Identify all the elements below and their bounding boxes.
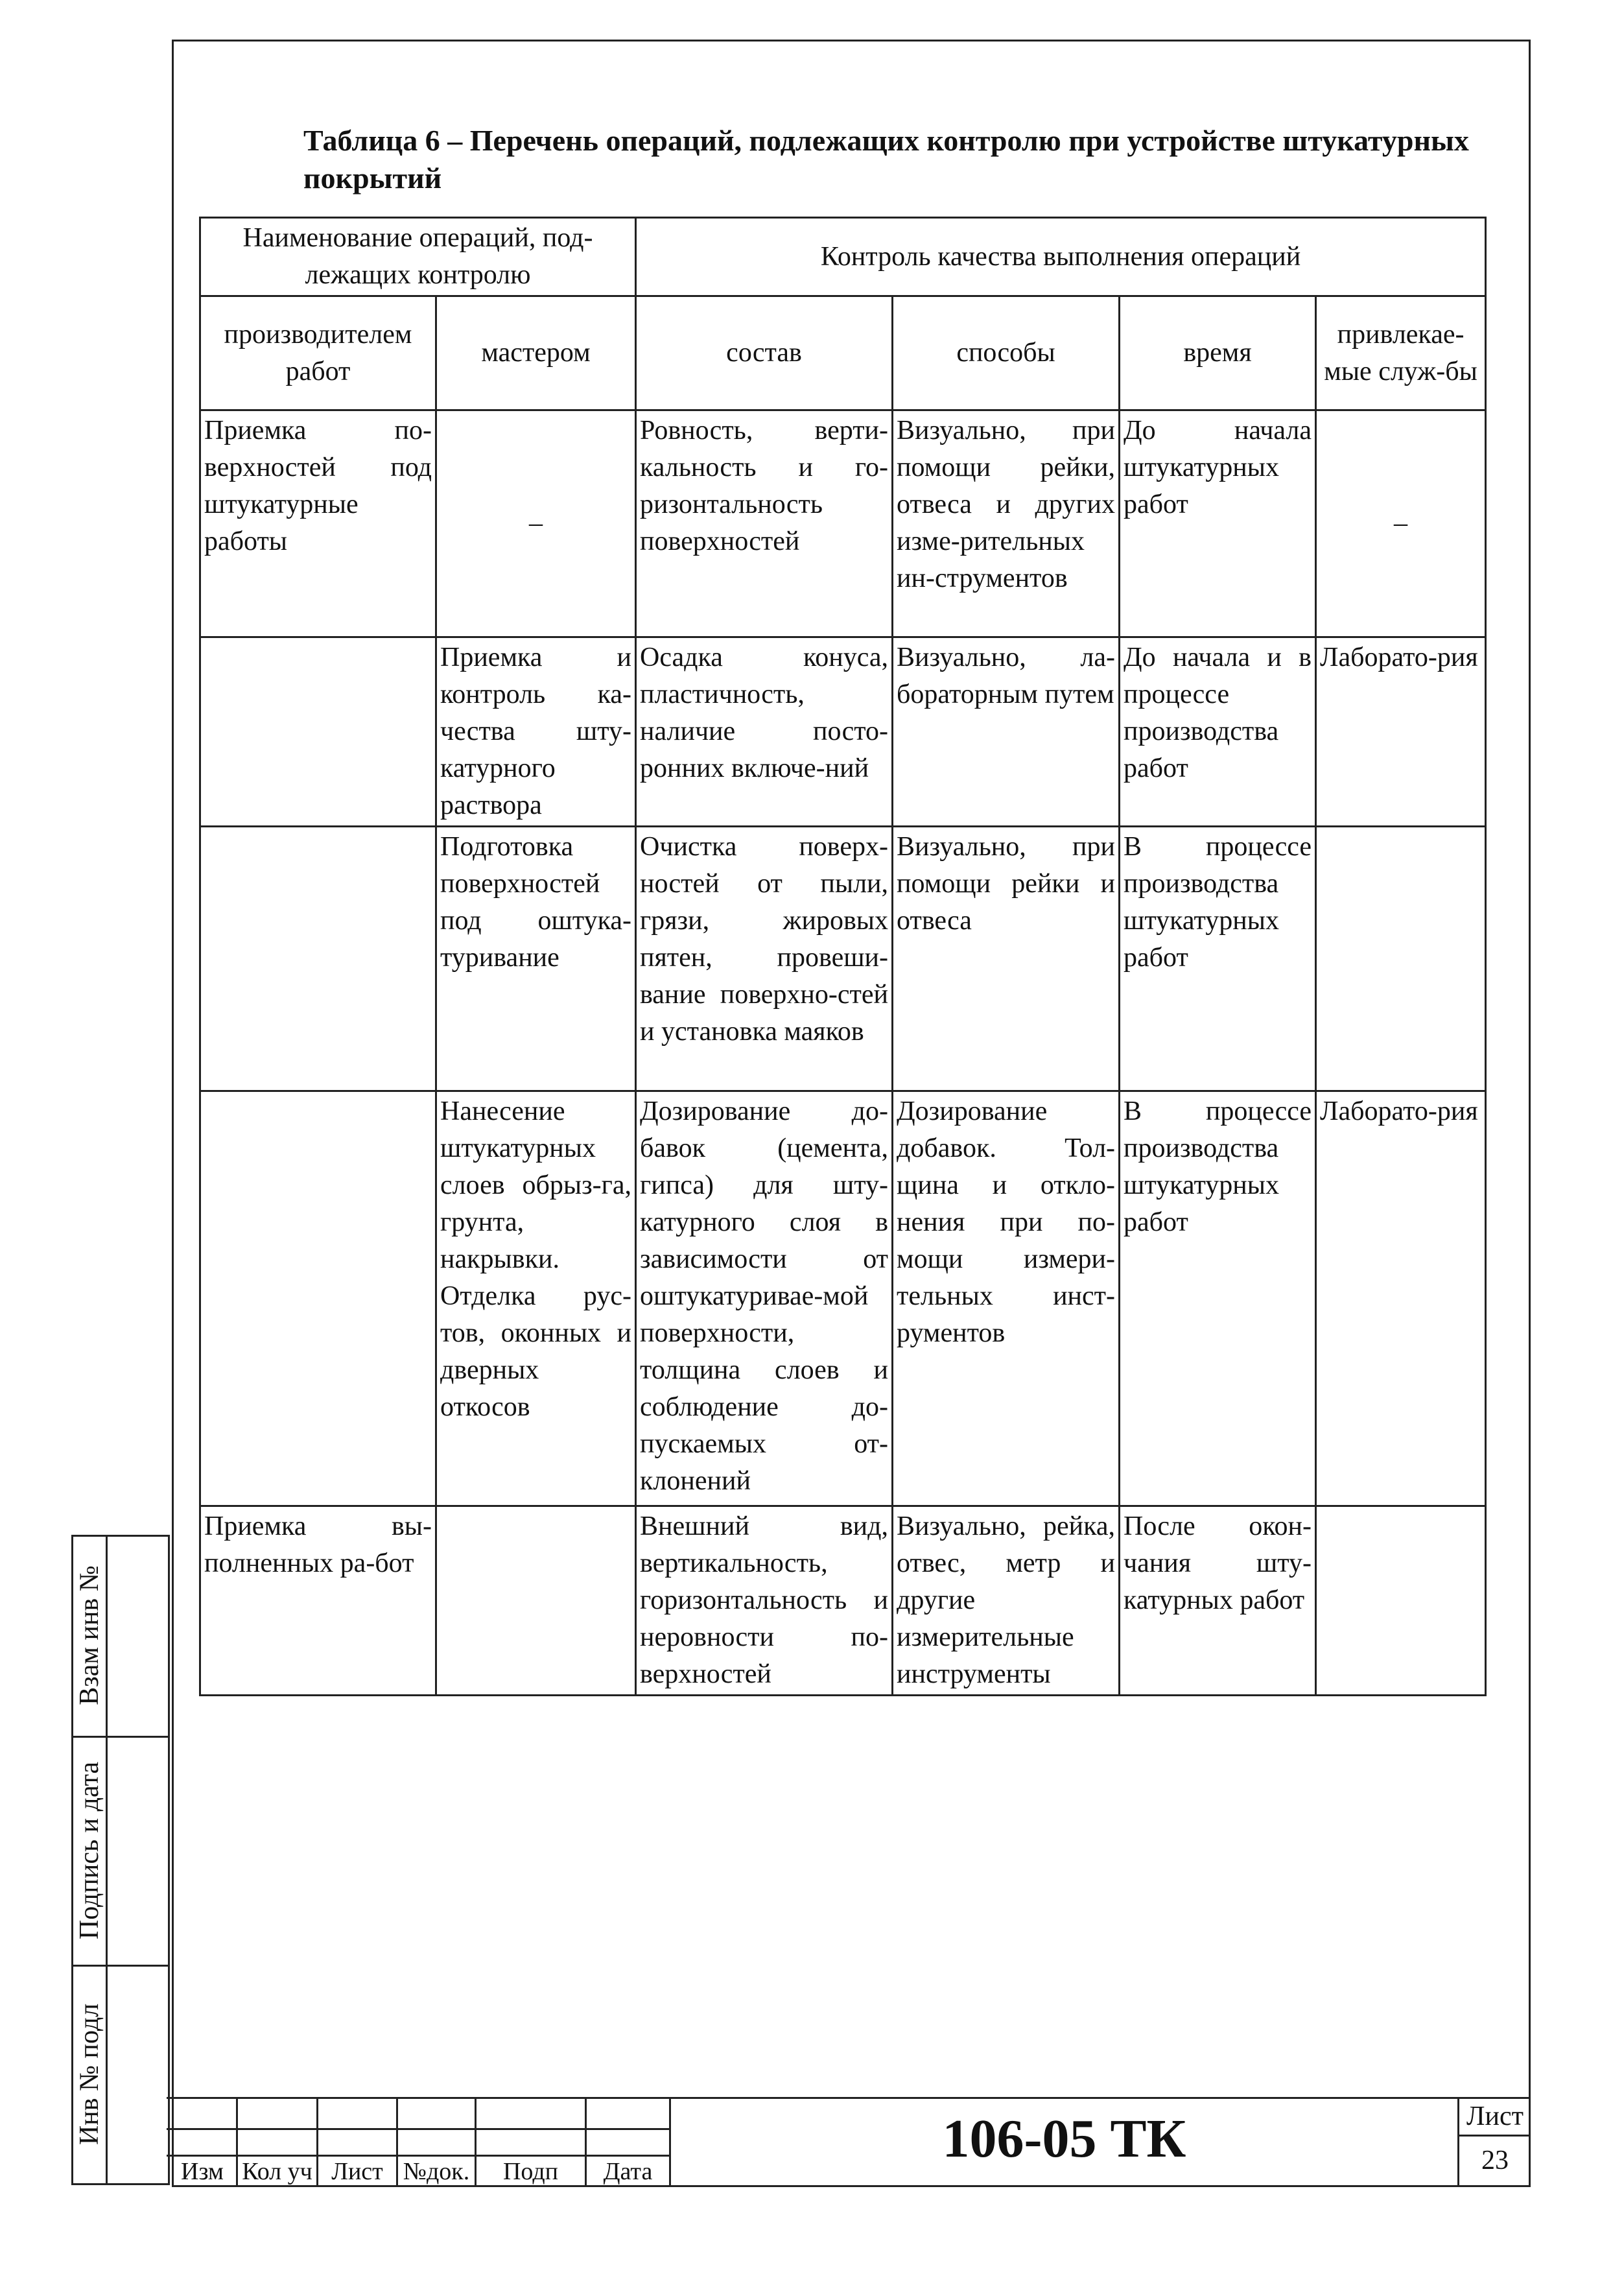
table-cell: Дозирование добавок. Тол-щина и откло-нения при по-мощи измери-тельных инст-рументов [893,1091,1120,1506]
table-cell [1316,827,1486,1091]
stamp-col-kol: Кол уч [242,2158,312,2185]
table-cell: Лаборато-рия [1316,637,1486,827]
table-title: Таблица 6 – Перечень операций, подлежащих контролю при устройстве штукатурных покрытий [303,124,1469,195]
col-header: способы [893,296,1120,410]
table-cell: Визуально, рейка, отвес, метр и другие измерительные инструменты [893,1506,1120,1696]
table-row [200,827,1486,1091]
header-operations: Наименование операций, под-лежащих контролю [200,218,636,296]
table-cell: Визуально, при помощи рейки, отвеса и других изме-рительных ин-струментов [893,410,1120,637]
table-cell [1316,1506,1486,1696]
sheet-number: 23 [1481,2146,1509,2175]
table-cell [200,827,436,1091]
col-header: производителем работ [200,296,436,410]
table-row [200,637,1486,827]
table-cell: После окон-чания шту-катурных работ [1120,1506,1316,1696]
table-cell: Внешний вид, вертикальность, горизонтальность и неровности по-верхностей [636,1506,893,1696]
table-cell: В процессе производства штукатурных работ [1120,1091,1316,1506]
header-quality-control: Контроль качества выполнения операций [636,218,1486,296]
operations-table [199,217,1487,1696]
table-cell [200,1091,436,1506]
table-cell: Очистка поверх-ностей от пыли, грязи, жировых пятен, провеши-вание поверхно-стей и установка маяков [636,827,893,1091]
col-header: мастером [436,296,636,410]
stamp-col-list: Лист [331,2158,383,2185]
table-cell: Визуально, при помощи рейки и отвеса [893,827,1120,1091]
side-label-podpis: Подпись и дата [75,1761,104,1940]
col-header: состав [636,296,893,410]
table-cell: Приемка по-верхностей под штукатурные работы [200,410,436,637]
stamp-col-izm: Изм [181,2158,224,2185]
table-row [200,1091,1486,1506]
document-code: 106-05 ТК [942,2109,1186,2169]
table-cell: Приемка и контроль ка-чества шту-катурного раствора [436,637,636,827]
table-row [200,1506,1486,1696]
table-cell: – [1316,410,1486,637]
table-cell: Нанесение штукатурных слоев обрыз-га, грунта, накрывки. Отделка рус-тов, оконных и дверных откосов [436,1091,636,1506]
col-header: привлекае-мые служ-бы [1316,296,1486,410]
table-cell: Приемка вы-полненных ра-бот [200,1506,436,1696]
title-block [167,2097,1531,2187]
table-cell: До начала штукатурных работ [1120,410,1316,637]
table-cell: Подготовка поверхностей под оштука-туривание [436,827,636,1091]
stamp-col-data: Дата [603,2158,653,2185]
table-cell [436,1506,636,1696]
table-cell: Лаборато-рия [1316,1091,1486,1506]
stamp-col-podp: Подп [502,2158,559,2185]
table-cell: Осадка конуса, пластичность, наличие посто-ронних включе-ний [636,637,893,827]
col-header: время [1120,296,1316,410]
stamp-col-ndok: №док. [403,2158,470,2185]
sheet-label: Лист [1466,2101,1524,2131]
table-cell: Визуально, ла-бораторным путем [893,637,1120,827]
side-stamp [71,1535,170,2185]
table-cell: Ровность, верти-кальность и го-ризонтальность поверхностей [636,410,893,637]
side-label-zam: Взам инв № [75,1565,104,1705]
table-cell [200,637,436,827]
table-cell: – [436,410,636,637]
side-label-inv: Инв № подл [75,2003,104,2146]
table-row [200,410,1486,637]
table-cell: До начала и в процессе производства работ [1120,637,1316,827]
table-cell: Дозирование до-бавок (цемента, гипса) для шту-катурного слоя в зависимости от оштукатуривае-мой поверхности, толщина слоев и соблюдение до-пускаемых от-клонений [636,1091,893,1506]
table-cell: В процессе производства штукатурных работ [1120,827,1316,1091]
